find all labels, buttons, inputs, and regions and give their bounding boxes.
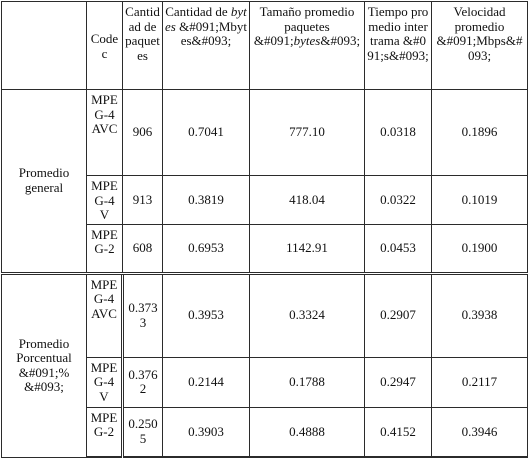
- codec-cell: MPEG-2: [87, 407, 123, 457]
- packets-cell: 608: [123, 224, 163, 273]
- bytes-cell: 0.2144: [163, 357, 250, 407]
- size-cell: 1142.91: [250, 224, 365, 273]
- bytes-cell: 0.3903: [163, 407, 250, 457]
- bytes-cell: 0.3819: [163, 176, 250, 225]
- header-bytes-italic: bytes: [165, 4, 247, 34]
- header-codec: Codec: [87, 2, 123, 90]
- bytes-cell: 0.7041: [163, 90, 250, 176]
- size-cell: 0.4888: [250, 407, 365, 457]
- table-row: [2, 273, 528, 357]
- speed-cell: 0.1900: [432, 224, 528, 273]
- table-wrapper: [1, 1, 528, 458]
- packets-cell: 906: [123, 90, 163, 176]
- time-cell: 0.0453: [365, 224, 432, 273]
- header-bytes-prefix: Cantidad de: [165, 4, 231, 19]
- speed-cell: 0.1896: [432, 90, 528, 176]
- header-speed: Velocidad promedio &#091;Mbps&#093;: [432, 2, 528, 90]
- codec-cell: MPEG-4 AVC: [87, 90, 123, 176]
- speed-cell: 0.3946: [432, 407, 528, 457]
- speed-cell: 0.3938: [432, 273, 528, 357]
- header-size-prefix: Tamaño promedio paquetes &#091;: [253, 4, 355, 49]
- corner-cell: [2, 2, 87, 90]
- header-time: Tiempo promedio intertrama &#091;s&#093;: [365, 2, 432, 90]
- time-cell: 0.4152: [365, 407, 432, 457]
- bytes-cell: 0.3953: [163, 273, 250, 357]
- size-cell: 418.04: [250, 176, 365, 225]
- bytes-cell: 0.6953: [163, 224, 250, 273]
- header-size-italic: bytes: [293, 33, 321, 49]
- header-packets: Cantidad de paquetes: [123, 2, 163, 90]
- size-cell: 0.3324: [250, 273, 365, 357]
- header-bytes: [163, 2, 250, 90]
- packets-cell: 0.3762: [123, 357, 163, 407]
- time-cell: 0.2947: [365, 357, 432, 407]
- group-label-general: Promedio general: [2, 90, 87, 274]
- header-size: [250, 2, 365, 90]
- size-cell: 777.10: [250, 90, 365, 176]
- time-cell: 0.0322: [365, 176, 432, 225]
- packets-cell: 913: [123, 176, 163, 225]
- time-cell: 0.0318: [365, 90, 432, 176]
- header-row: [2, 2, 528, 90]
- codec-cell: MPEG-4 V: [87, 357, 123, 407]
- results-table: [1, 1, 528, 458]
- size-cell: 0.1788: [250, 357, 365, 407]
- codec-cell: MPEG-2: [87, 224, 123, 273]
- codec-cell: MPEG-4 V: [87, 176, 123, 225]
- header-size-suffix: &#093;: [320, 33, 361, 49]
- codec-cell: MPEG-4 AVC: [87, 273, 123, 357]
- group-label-percentual: Promedio Porcentual &#091;% &#093;: [2, 273, 87, 457]
- speed-cell: 0.2117: [432, 357, 528, 407]
- packets-cell: 0.2505: [123, 407, 163, 457]
- time-cell: 0.2907: [365, 273, 432, 357]
- table-row: [2, 90, 528, 176]
- packets-cell: 0.3733: [123, 273, 163, 357]
- speed-cell: 0.1019: [432, 176, 528, 225]
- header-bytes-suffix: &#091;Mbytes&#093;: [179, 18, 247, 49]
